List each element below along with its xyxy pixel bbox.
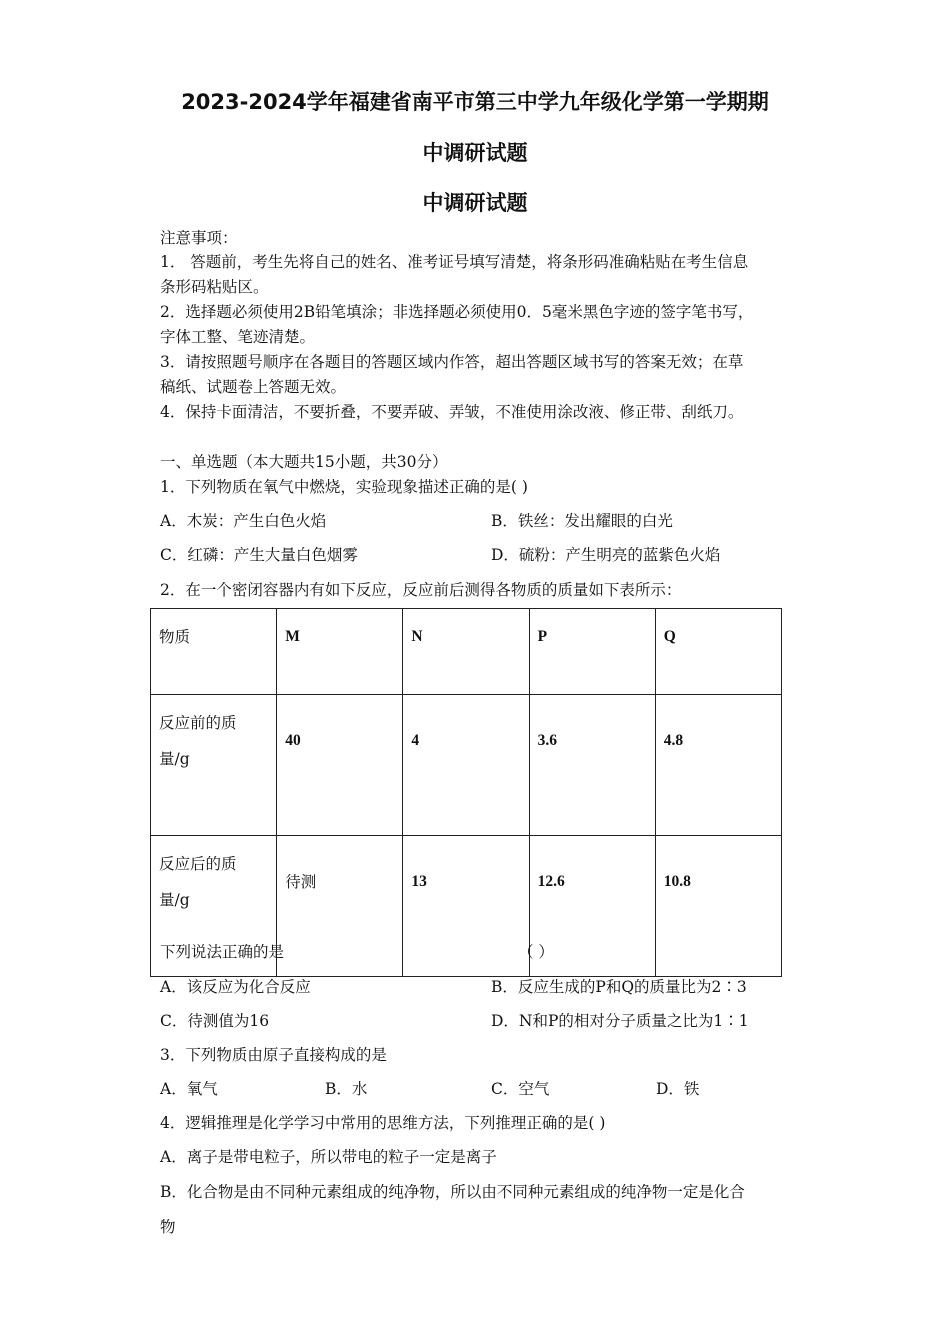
- question-3-option-d: D．铁: [656, 1080, 700, 1098]
- question-1-option-b: B．铁丝：发出耀眼的白光: [491, 512, 673, 530]
- question-3-option-b: B．水: [325, 1080, 368, 1098]
- notice-line: 3．请按照题号顺序在各题目的答题区域内作答，超出答题区域书写的答案无效；在草: [160, 353, 744, 371]
- question-2-option-c: C．待测值为16: [160, 1012, 270, 1030]
- table-header-cell: Q: [655, 609, 781, 695]
- question-2-option-d: D．N和P的相对分子质量之比为1∶1: [491, 1012, 749, 1030]
- question-4-option-b: B．化合物是由不同种元素组成的纯净物，所以由不同种元素组成的纯净物一定是化合: [160, 1183, 745, 1201]
- table-cell: 3.6: [529, 695, 655, 836]
- question-2-option-b: B．反应生成的P和Q的质量比为2∶3: [491, 978, 747, 996]
- question-2-option-a: A．该反应为化合反应: [160, 978, 311, 996]
- question-1-stem: 1．下列物质在氧气中燃烧，实验现象描述正确的是( ): [160, 478, 528, 496]
- question-4-stem: 4．逻辑推理是化学学习中常用的思维方法，下列推理正确的是( ): [160, 1114, 606, 1132]
- exam-title-line-3: 中调研试题: [422, 191, 528, 215]
- table-cell: 待测: [277, 836, 403, 977]
- table-header-cell: M: [277, 609, 403, 695]
- table-cell: 40: [277, 695, 403, 836]
- notice-line: 4．保持卡面清洁，不要折叠，不要弄破、弄皱，不准使用涂改液、修正带、刮纸刀。: [160, 403, 744, 421]
- table-cell: 10.8: [655, 836, 781, 977]
- exam-title-line-1: 2023-2024学年福建省南平市第三中学九年级化学第一学期期: [181, 90, 769, 114]
- question-2-stem: 2．在一个密闭容器内有如下反应，反应前后测得各物质的质量如下表所示：: [160, 581, 682, 599]
- question-3-option-a: A．氧气: [160, 1080, 218, 1098]
- question-4-option-b-continued: 物: [160, 1218, 176, 1236]
- table-header-cell: P: [529, 609, 655, 695]
- table-header-row: [151, 609, 782, 695]
- table-header-cell: N: [403, 609, 529, 695]
- question-1-option-d: D．硫粉：产生明亮的蓝紫色火焰: [491, 546, 721, 564]
- exam-title-line-2: 中调研试题: [422, 141, 528, 165]
- table-cell: 13: [403, 836, 529, 977]
- table-cell: 4: [403, 695, 529, 836]
- table-cell: 4.8: [655, 695, 781, 836]
- question-1-option-a: A．木炭：产生白色火焰: [160, 512, 327, 530]
- table-header-cell: 物质: [151, 609, 277, 695]
- notice-heading: 注意事项：: [160, 229, 238, 247]
- question-2-followup: 下列说法正确的是: [160, 943, 285, 961]
- row-label-part: 反应后的质: [159, 855, 237, 873]
- table-row-label: [151, 695, 277, 836]
- notice-line: 稿纸、试题卷上答题无效。: [160, 378, 347, 396]
- notice-line: 2．选择题必须使用2B铅笔填涂；非选择题必须使用0．5毫米黑色字迹的签字笔书写，: [160, 303, 754, 321]
- answer-paren: （ ）: [518, 943, 554, 961]
- notice-line: 条形码粘贴区。: [160, 278, 269, 296]
- question-3-stem: 3．下列物质由原子直接构成的是: [160, 1046, 387, 1064]
- notice-line: 字体工整、笔迹清楚。: [160, 328, 316, 346]
- row-label-part: 量/g: [159, 891, 190, 909]
- row-label-part: 量/g: [159, 750, 190, 768]
- table-row: [151, 695, 782, 836]
- section-heading: 一、单选题（本大题共15小题，共30分）: [160, 453, 448, 471]
- question-1-option-c: C．红磷：产生大量白色烟雾: [160, 546, 358, 564]
- notice-line: 1． 答题前，考生先将自己的姓名、准考证号填写清楚，将条形码准确粘贴在考生信息: [160, 253, 749, 271]
- mass-table: [150, 608, 782, 977]
- question-3-option-c: C．空气: [491, 1080, 550, 1098]
- question-4-option-a: A．离子是带电粒子，所以带电的粒子一定是离子: [160, 1148, 497, 1166]
- table-cell: 12.6: [529, 836, 655, 977]
- row-label-part: 反应前的质: [159, 714, 237, 732]
